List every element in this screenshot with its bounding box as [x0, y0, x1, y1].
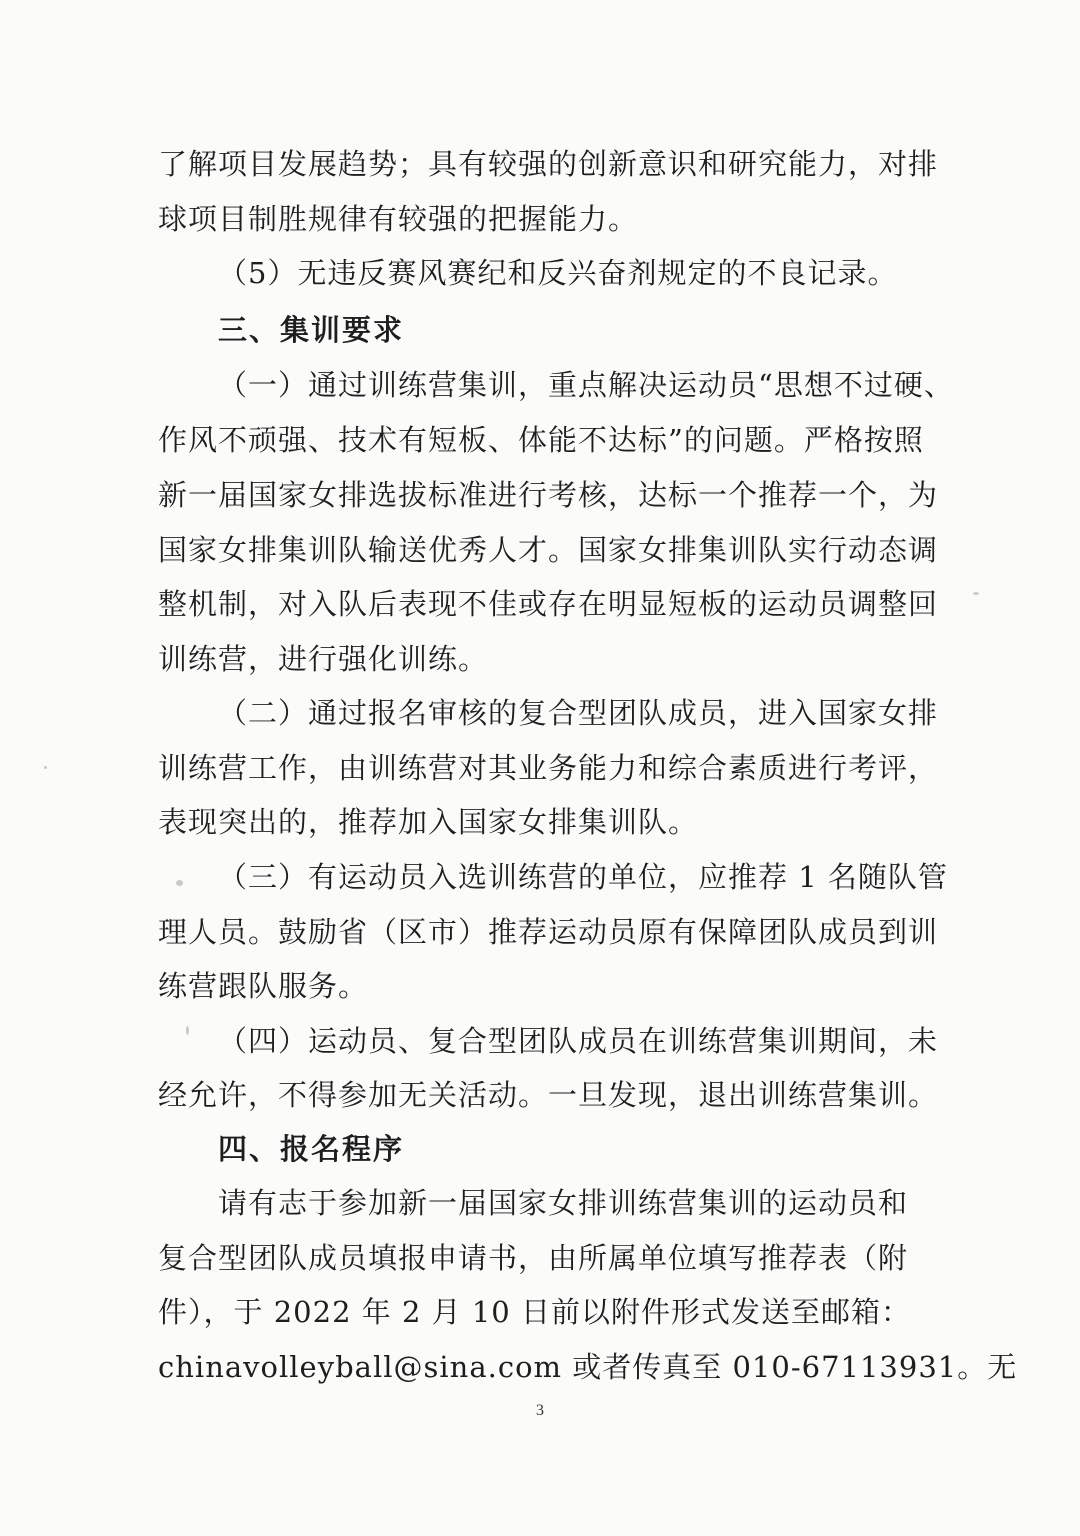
paragraph-line: 件），于 2022 年 2 月 10 日前以附件形式发送至邮箱：: [158, 1295, 911, 1329]
scan-speck: [44, 766, 47, 769]
paragraph-line: 请有志于参加新一届国家女排训练营集训的运动员和: [218, 1186, 909, 1220]
paragraph-line: 了解项目发展趋势；具有较强的创新意识和研究能力，对排: [158, 147, 939, 181]
scan-speck: [973, 592, 979, 595]
paragraph-line: 训练营工作，由训练营对其业务能力和综合素质进行考评，: [158, 751, 939, 785]
paragraph-line: （二）通过报名审核的复合型团队成员，进入国家女排: [218, 696, 939, 730]
paragraph-line: chinavolleyball@sina.com 或者传真至 010-67113931。无: [158, 1350, 1018, 1384]
paragraph-line: 经允许，不得参加无关活动。一旦发现，退出训练营集训。: [158, 1078, 939, 1112]
paragraph-line: （一）通过训练营集训，重点解决运动员“思想不过硬、: [218, 368, 954, 402]
paragraph-line: 国家女排集训队输送优秀人才。国家女排集训队实行动态调: [158, 533, 939, 567]
scan-speck: [186, 1026, 189, 1035]
section-heading: 三、集训要求: [218, 313, 405, 347]
paragraph-line: 训练营，进行强化训练。: [158, 642, 489, 676]
paragraph-line: 理人员。鼓励省（区市）推荐运动员原有保障团队成员到训: [158, 915, 939, 949]
paragraph-line: （四）运动员、复合型团队成员在训练营集训期间，未: [218, 1024, 939, 1058]
paragraph-line: 整机制，对入队后表现不佳或存在明显短板的运动员调整回: [158, 587, 939, 621]
paragraph-line: 新一届国家女排选拔标准进行考核，达标一个推荐一个，为: [158, 478, 939, 512]
paragraph-line: （三）有运动员入选训练营的单位，应推荐 1 名随队管: [218, 860, 948, 894]
section-heading: 四、报名程序: [218, 1132, 405, 1166]
paragraph-line: 练营跟队服务。: [158, 969, 369, 1003]
paragraph-line: （5）无违反赛风赛纪和反兴奋剂规定的不良记录。: [218, 256, 898, 290]
page-number: 3: [536, 1402, 544, 1419]
paragraph-line: 表现突出的，推荐加入国家女排集训队。: [158, 805, 699, 839]
scan-speck: [176, 880, 183, 886]
paragraph-line: 作风不顽强、技术有短板、体能不达标”的问题。严格按照: [158, 423, 924, 457]
paragraph-line: 球项目制胜规律有较强的把握能力。: [158, 202, 639, 236]
paragraph-line: 复合型团队成员填报申请书，由所属单位填写推荐表（附: [158, 1241, 909, 1275]
